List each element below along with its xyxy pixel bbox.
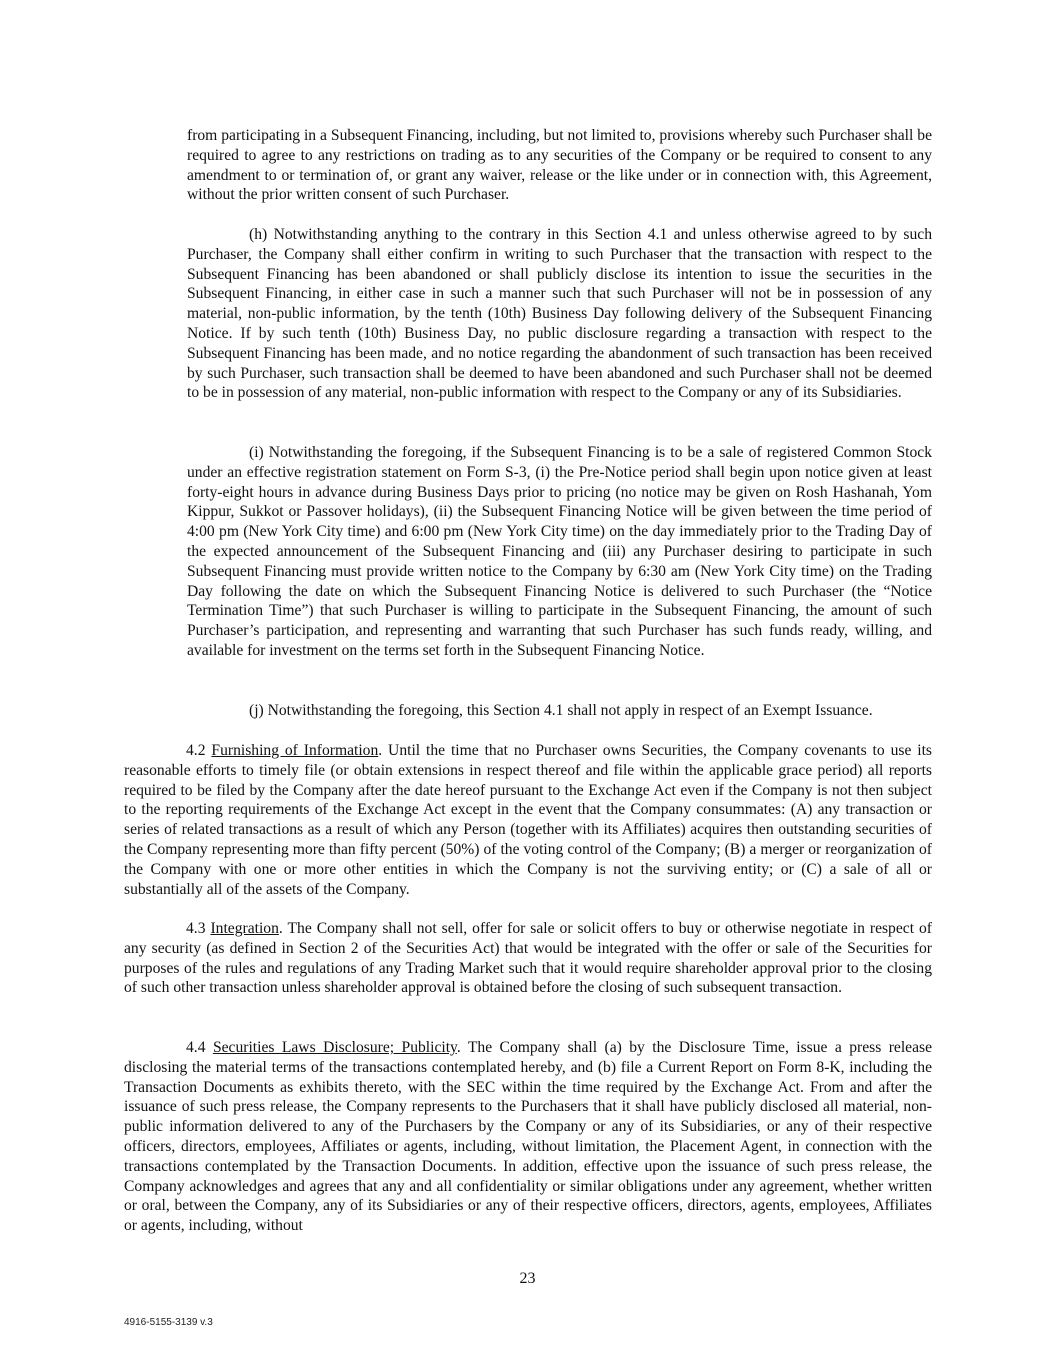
paragraph-i: (i) Notwithstanding the foregoing, if the Subsequent Financing is to be a sale of registered Common Stock under an effective registration statement on Form S-3, (i) the Pre-Notice period shall begin upon notice given at least forty-eight hours in advance during Business Days prior to pricing (no notice may be given on Rosh Hashanah, Yom Kippur, Sukkot or Passover holidays), (ii) the Subsequent Financing Notice will be given between the time period of 4:00 pm (New York City time) and 6:00 pm (New York City time) on the day immediately prior to the Trading Day of the expected announcement of the Subsequent Financing and (iii) any Purchaser desiring to participate in such Subsequent Financing must provide written notice to the Company by 6:30 am (New York City time) on the Trading Day following the date on which the Subsequent Financing Notice is delivered to such Purchaser (the “Notice Termination Time”) that such Purchaser is willing to participate in the Subsequent Financing, the amount of such Purchaser’s participation, and representing and warranting that such Purchaser has such funds ready, willing, and available for investment on the terms set forth in the Subsequent Financing Notice.	[187, 444, 932, 659]
subsection-j	[187, 701, 932, 721]
subsection-i	[187, 443, 932, 661]
paragraph-4-2	[124, 741, 932, 899]
section-number-4-3: 4.3	[186, 920, 206, 937]
section-body-4-3: . The Company shall not sell, offer for sale or solicit offers to buy or otherwise negotiate in respect of any security (as defined in Section 2 of the Securities Act) that would be integrated with the offer or sale of the Securities for purposes of the rules and regulations of any Trading Market such that it would require shareholder approval prior to the closing of such other transaction unless shareholder approval is obtained before the closing of such subsequent transaction.	[124, 920, 932, 997]
section-4-4	[124, 1038, 932, 1236]
section-body-4-4: . The Company shall (a) by the Disclosure Time, issue a press release disclosing the material terms of the transactions contemplated hereby, and (b) file a Current Report on Form 8-K, including the Transaction Documents as exhibits thereto, with the SEC within the time required by the Exchange Act. From and after the issuance of such press release, the Company represents to the Purchasers that it shall have publicly disclosed all material, non-public information delivered to any of the Purchasers by the Company or any of its Subsidiaries, or any of their respective officers, directors, employees, Affiliates or agents, including, without limitation, the Placement Agent, in connection with the transactions contemplated by the Transaction Documents. In addition, effective upon the issuance of such press release, the Company acknowledges and agrees that any and all confidentiality or similar obligations under any agreement, whether written or oral, between the Company, any of its Subsidiaries or any of their respective officers, directors, agents, employees, Affiliates or agents, including, without	[124, 1039, 932, 1235]
paragraph-h: (h) Notwithstanding anything to the contrary in this Section 4.1 and unless otherwise agreed to by such Purchaser, the Company shall either confirm in writing to such Purchaser that the transaction with respect to the Subsequent Financing has been abandoned or shall publicly disclose its intention to issue the securities in the Subsequent Financing, in either case in such a manner such that such Purchaser will not be in possession of any material, non-public information, by the tenth (10th) Business Day following delivery of the Subsequent Financing Notice. If by such tenth (10th) Business Day, no public disclosure regarding a transaction with respect to the Subsequent Financing has been made, and no notice regarding the abandonment of such transaction has been received by such Purchaser, such transaction shall be deemed to have been abandoned and such Purchaser shall not be deemed to be in possession of any material, non-public information with respect to the Company or any of its Subsidiaries.	[187, 226, 932, 402]
paragraph-g-continuation: from participating in a Subsequent Financing, including, but not limited to, provisions whereby such Purchaser shall be required to agree to any restrictions on trading as to any securities of the Company or be required to consent to any amendment to or termination of, or grant any waiver, release or the like under or in connection with, this Agreement, without the prior written consent of such Purchaser.	[187, 127, 932, 204]
section-number-4-2: 4.2	[186, 742, 206, 759]
section-4-3	[124, 919, 932, 998]
document-id: 4916-5155-3139 v.3	[124, 1317, 213, 1328]
subsection-g-continuation	[187, 126, 932, 205]
section-number-4-4: 4.4	[186, 1039, 206, 1056]
section-body-4-2: . Until the time that no Purchaser owns Securities, the Company covenants to use its reasonable efforts to timely file (or obtain extensions in respect thereof and file within the applicable grace period) all reports required to be filed by the Company after the date hereof pursuant to the Exchange Act even if the Company is not then subject to the reporting requirements of the Exchange Act except in the event that the Company consummates: (A) any transaction or series of related transactions as a result of which any Person (together with its Affiliates) acquires then outstanding securities of the Company representing more than fifty percent (50%) of the voting control of the Company; (B) a merger or reorganization of the Company with one or more other entities in which the Company is not the surviving entity; or (C) a sale of all or substantially all of the assets of the Company.	[124, 742, 933, 898]
paragraph-j: (j) Notwithstanding the foregoing, this Section 4.1 shall not apply in respect of an Exempt Issuance.	[249, 702, 873, 719]
paragraph-4-4	[124, 1038, 932, 1236]
section-heading-integration: Integration	[210, 920, 279, 937]
paragraph-4-3	[124, 919, 932, 998]
section-heading-securities-laws-disclosure: Securities Laws Disclosure; Publicity	[212, 1039, 457, 1056]
section-heading-furnishing-of-information: Furnishing of Information	[211, 742, 379, 759]
section-4-2	[124, 741, 932, 899]
page-number: 23	[519, 1270, 536, 1287]
subsection-h	[187, 225, 932, 403]
